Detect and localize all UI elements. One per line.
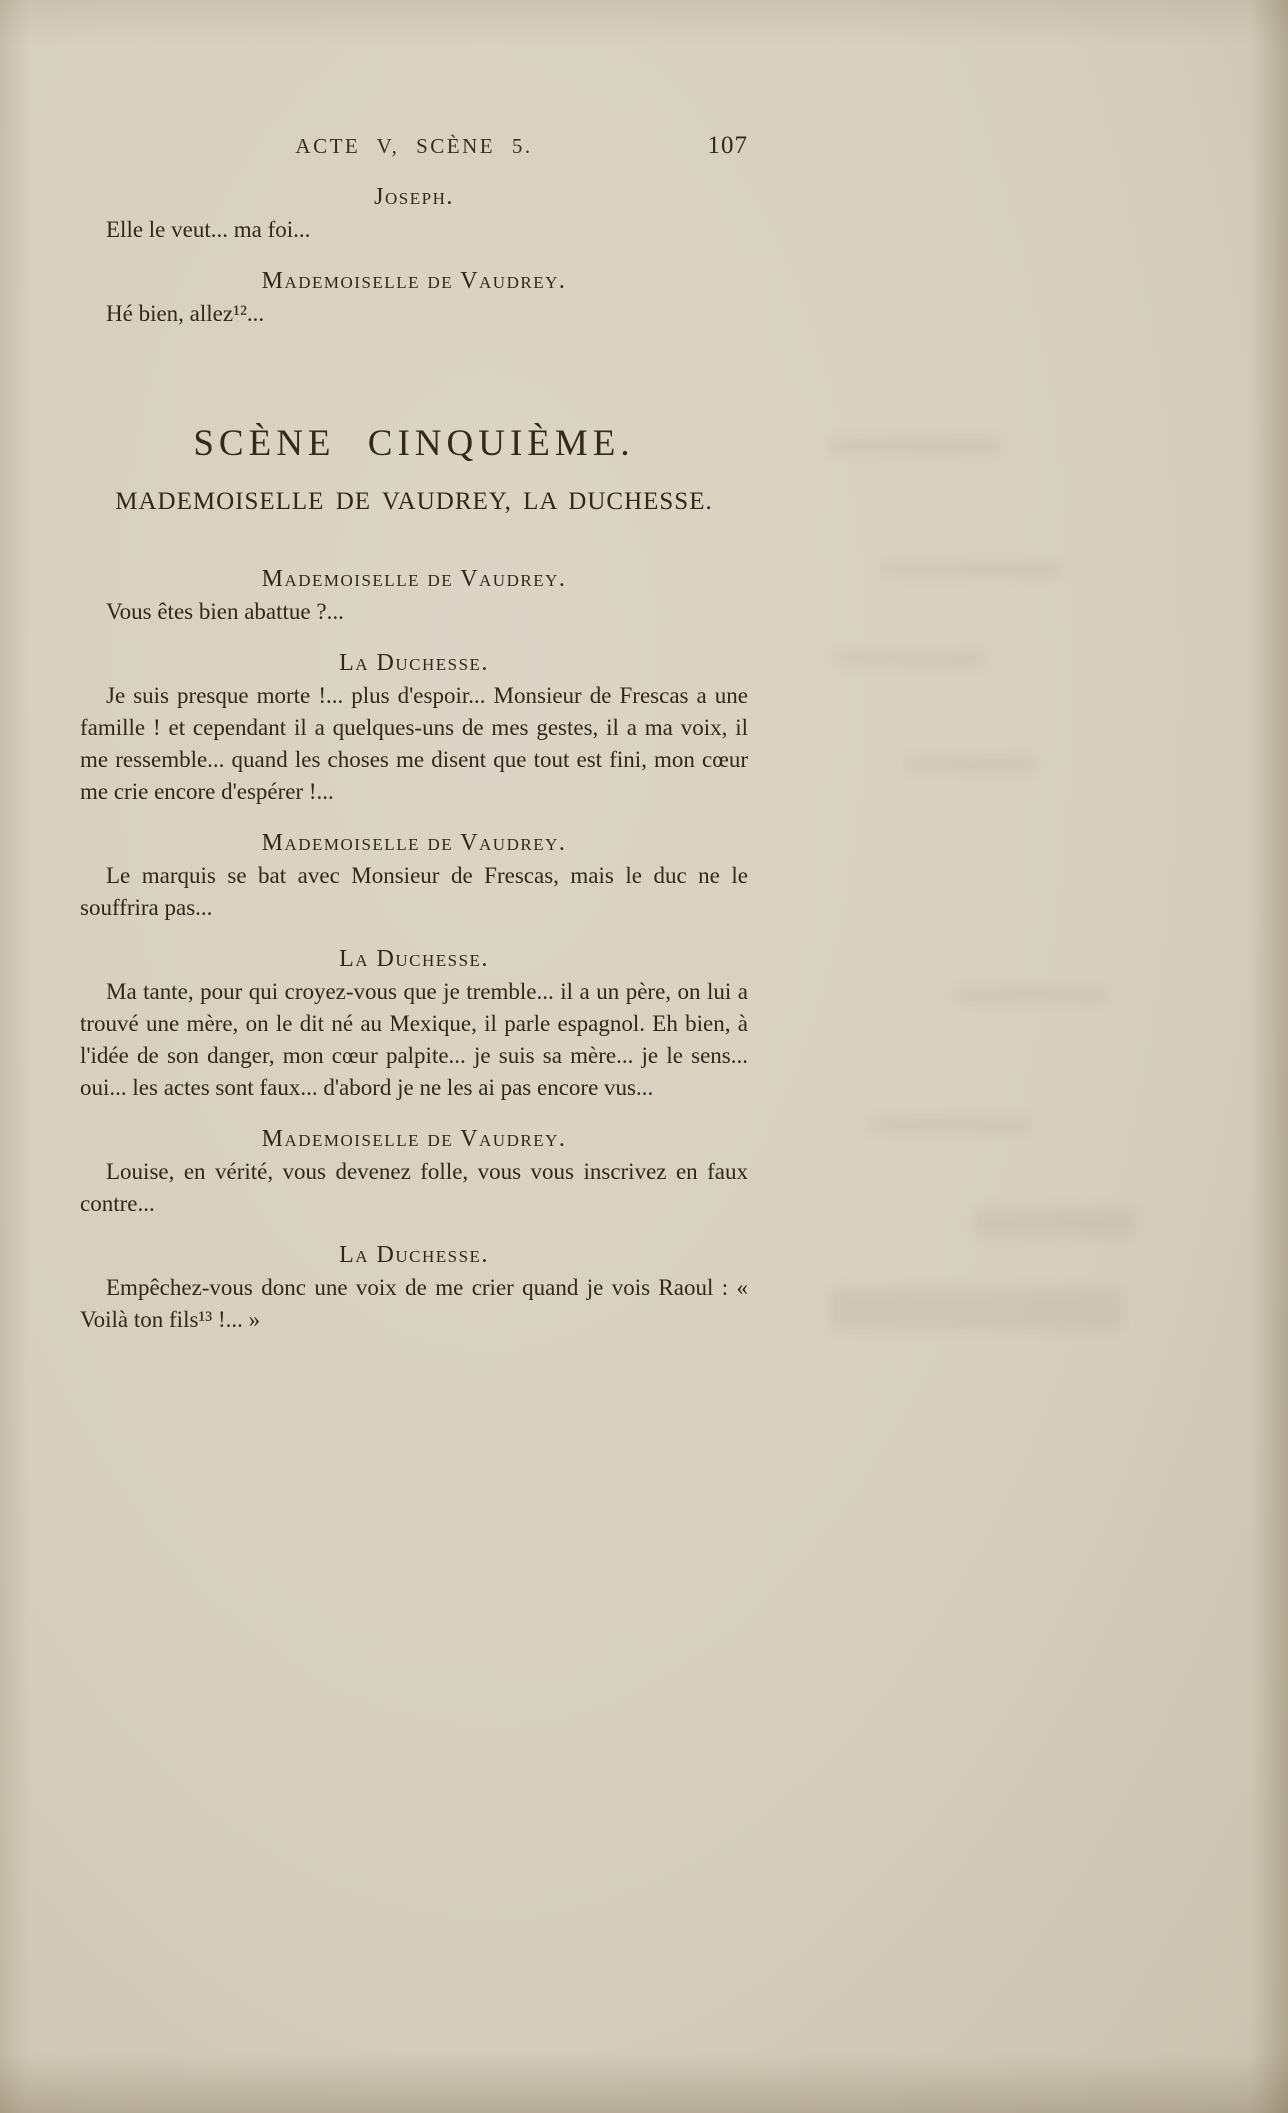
speech-paragraph: Empêchez-vous donc une voix de me crier quand je vois Raoul : « Voilà ton fils¹³ !... »: [80, 1275, 748, 1332]
show-through-artifact: [975, 1208, 1135, 1238]
speech-line: Elle le veut... ma foi...: [106, 217, 311, 242]
speech-line: Vous êtes bien abattue ?...: [106, 599, 344, 624]
show-through-artifact: [905, 758, 1035, 772]
scene-title: SCÈNE CINQUIÈME.: [193, 423, 635, 464]
show-through-artifact: [830, 438, 1000, 454]
speech-paragraph: Je suis presque morte !... plus d'espoir... Monsieur de Frescas a une famille ! et cependant il a quelques-uns de mes gestes, il a ma voix, il me ressemble... quand les choses me disent que tout est fini, mon cœur me crie encore d'espérer !...: [80, 683, 748, 804]
speaker-name: La Duchesse.: [339, 650, 489, 676]
show-through-artifact: [880, 562, 1060, 576]
speaker-name: La Duchesse.: [339, 1242, 489, 1268]
scene-characters: MADEMOISELLE DE VAUDREY, LA DUCHESSE.: [115, 488, 713, 515]
speech-paragraph: Le marquis se bat avec Monsieur de Frescas, mais le duc ne le souffrira pas...: [80, 863, 748, 920]
show-through-artifact: [835, 652, 985, 666]
page-number: 107: [707, 132, 748, 159]
speech-paragraph: Louise, en vérité, vous devenez folle, vous vous inscrivez en faux contre...: [80, 1159, 748, 1216]
running-title: ACTE V, SCÈNE 5.: [295, 134, 533, 158]
speaker-name: La Duchesse.: [339, 946, 489, 972]
text-block: [80, 130, 748, 1336]
speaker-name: Mademoiselle de Vaudrey.: [261, 268, 567, 294]
speaker-name: Mademoiselle de Vaudrey.: [261, 1126, 567, 1152]
speaker-name: Mademoiselle de Vaudrey.: [261, 566, 567, 592]
show-through-artifact: [870, 1118, 1030, 1132]
speech-paragraph: Ma tante, pour qui croyez-vous que je tremble... il a un père, on lui a trouvé une mère, on le dit né au Mexique, il parle espagnol. Eh bien, à l'idée de son danger, mon cœur palpite... je suis sa mère... je le sens... oui... les actes sont faux... d'abord je ne les ai pas encore vus...: [80, 979, 748, 1100]
running-head: [80, 130, 748, 162]
show-through-artifact: [830, 1288, 1120, 1330]
scene-heading: [80, 422, 748, 518]
speech-line: Hé bien, allez¹²...: [106, 301, 265, 326]
speaker-name: Mademoiselle de Vaudrey.: [261, 830, 567, 856]
speaker-name: Joseph.: [374, 184, 454, 210]
show-through-artifact: [955, 988, 1105, 1002]
